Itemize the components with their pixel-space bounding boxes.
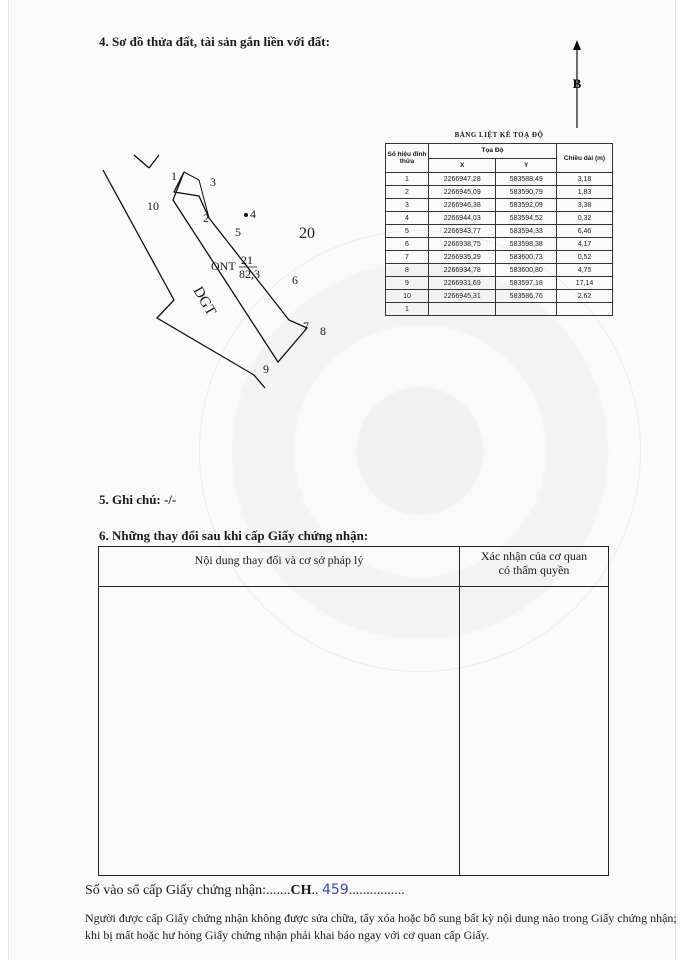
coord-table bbox=[385, 143, 613, 316]
changes-authority-cell bbox=[460, 587, 609, 876]
parcel-area: 82,3 bbox=[239, 267, 260, 281]
table-row: 2 2266945,09 583590,79 1,83 bbox=[386, 186, 613, 199]
section-4-title: 4. Sơ đồ thửa đất, tài sản gắn liền với đất: bbox=[99, 34, 330, 49]
changes-table bbox=[98, 546, 609, 876]
vertex-label-6: 6 bbox=[292, 273, 298, 287]
coord-header-length: Chiều dài (m) bbox=[557, 144, 613, 173]
coord-header-coord: Tọa Độ bbox=[429, 144, 557, 159]
section-5-notes: 5. Ghi chú: -/- bbox=[99, 492, 177, 507]
table-row: 4 2266944,03 583594,52 0,32 bbox=[386, 212, 613, 225]
north-label: B bbox=[572, 76, 582, 91]
registry-line: Số vào sổ cấp Giấy chứng nhận:.......CH.. 459................ bbox=[85, 882, 405, 898]
table-row: 9 2266931,69 583597,18 17,14 bbox=[386, 277, 613, 290]
vertex-label-7: 7 bbox=[303, 319, 309, 333]
vertex-label-1: 1 bbox=[171, 169, 177, 183]
vertex-label-5: 5 bbox=[235, 225, 241, 239]
registry-label: Số vào sổ cấp Giấy chứng nhận: bbox=[85, 883, 266, 898]
vertex-label-3: 3 bbox=[210, 175, 216, 189]
north-arrow bbox=[567, 40, 587, 130]
table-row: 5 2266943,77 583594,33 6,46 bbox=[386, 225, 613, 238]
registry-prefix: CH bbox=[290, 883, 312, 898]
parcel-diagram bbox=[89, 140, 379, 400]
vertex-label-9: 9 bbox=[263, 362, 269, 376]
table-row: 3 2266946,38 583592,09 3,38 bbox=[386, 199, 613, 212]
table-row: 1 2266947,28 583588,49 3,18 bbox=[386, 173, 613, 186]
table-row: 1 bbox=[386, 303, 613, 316]
changes-header-authority: Xác nhận của cơ quan có thẩm quyền bbox=[460, 547, 609, 587]
footer-note: Người được cấp Giấy chứng nhận không được sửa chữa, tẩy xóa hoặc bổ sung bất kỳ nội dung nào trong Giấy chứng nhận; khi bị mất hoặc hư hỏng Giấy chứng nhận phải khai báo ngay với cơ quan cấp Giấy. bbox=[85, 911, 677, 942]
coord-table-title: BẢNG LIỆT KÊ TOẠ ĐỘ bbox=[454, 131, 544, 139]
vertex-label-4: 4 bbox=[250, 207, 256, 221]
adjacent-parcel-number: 20 bbox=[299, 225, 315, 242]
changes-header-content: Nội dung thay đổi và cơ sở pháp lý bbox=[99, 547, 460, 587]
table-row: 8 2266934,78 583600,80 4,75 bbox=[386, 264, 613, 277]
table-row: 6 2266938,75 583598,38 4,17 bbox=[386, 238, 613, 251]
vertex-label-10: 10 bbox=[147, 199, 159, 213]
changes-content-cell bbox=[99, 587, 460, 876]
registry-number: 459 bbox=[322, 882, 349, 898]
parcel-number: 21 bbox=[241, 253, 253, 267]
vertex-label-8: 8 bbox=[320, 324, 326, 338]
certificate-page bbox=[8, 0, 676, 960]
land-type: ONT bbox=[211, 259, 236, 273]
table-row: 10 2266945,31 583586,76 2,62 bbox=[386, 290, 613, 303]
coord-header-y: Y bbox=[496, 158, 557, 173]
road-label: DGT bbox=[189, 284, 219, 319]
section-6-title: 6. Những thay đổi sau khi cấp Giấy chứng nhận: bbox=[99, 528, 369, 543]
coord-header-point: Số hiệu đỉnh thửa bbox=[386, 144, 429, 173]
table-row: 7 2266935,29 583600,73 0,52 bbox=[386, 251, 613, 264]
coord-header-x: X bbox=[429, 158, 496, 173]
vertex-label-2: 2 bbox=[203, 211, 209, 225]
